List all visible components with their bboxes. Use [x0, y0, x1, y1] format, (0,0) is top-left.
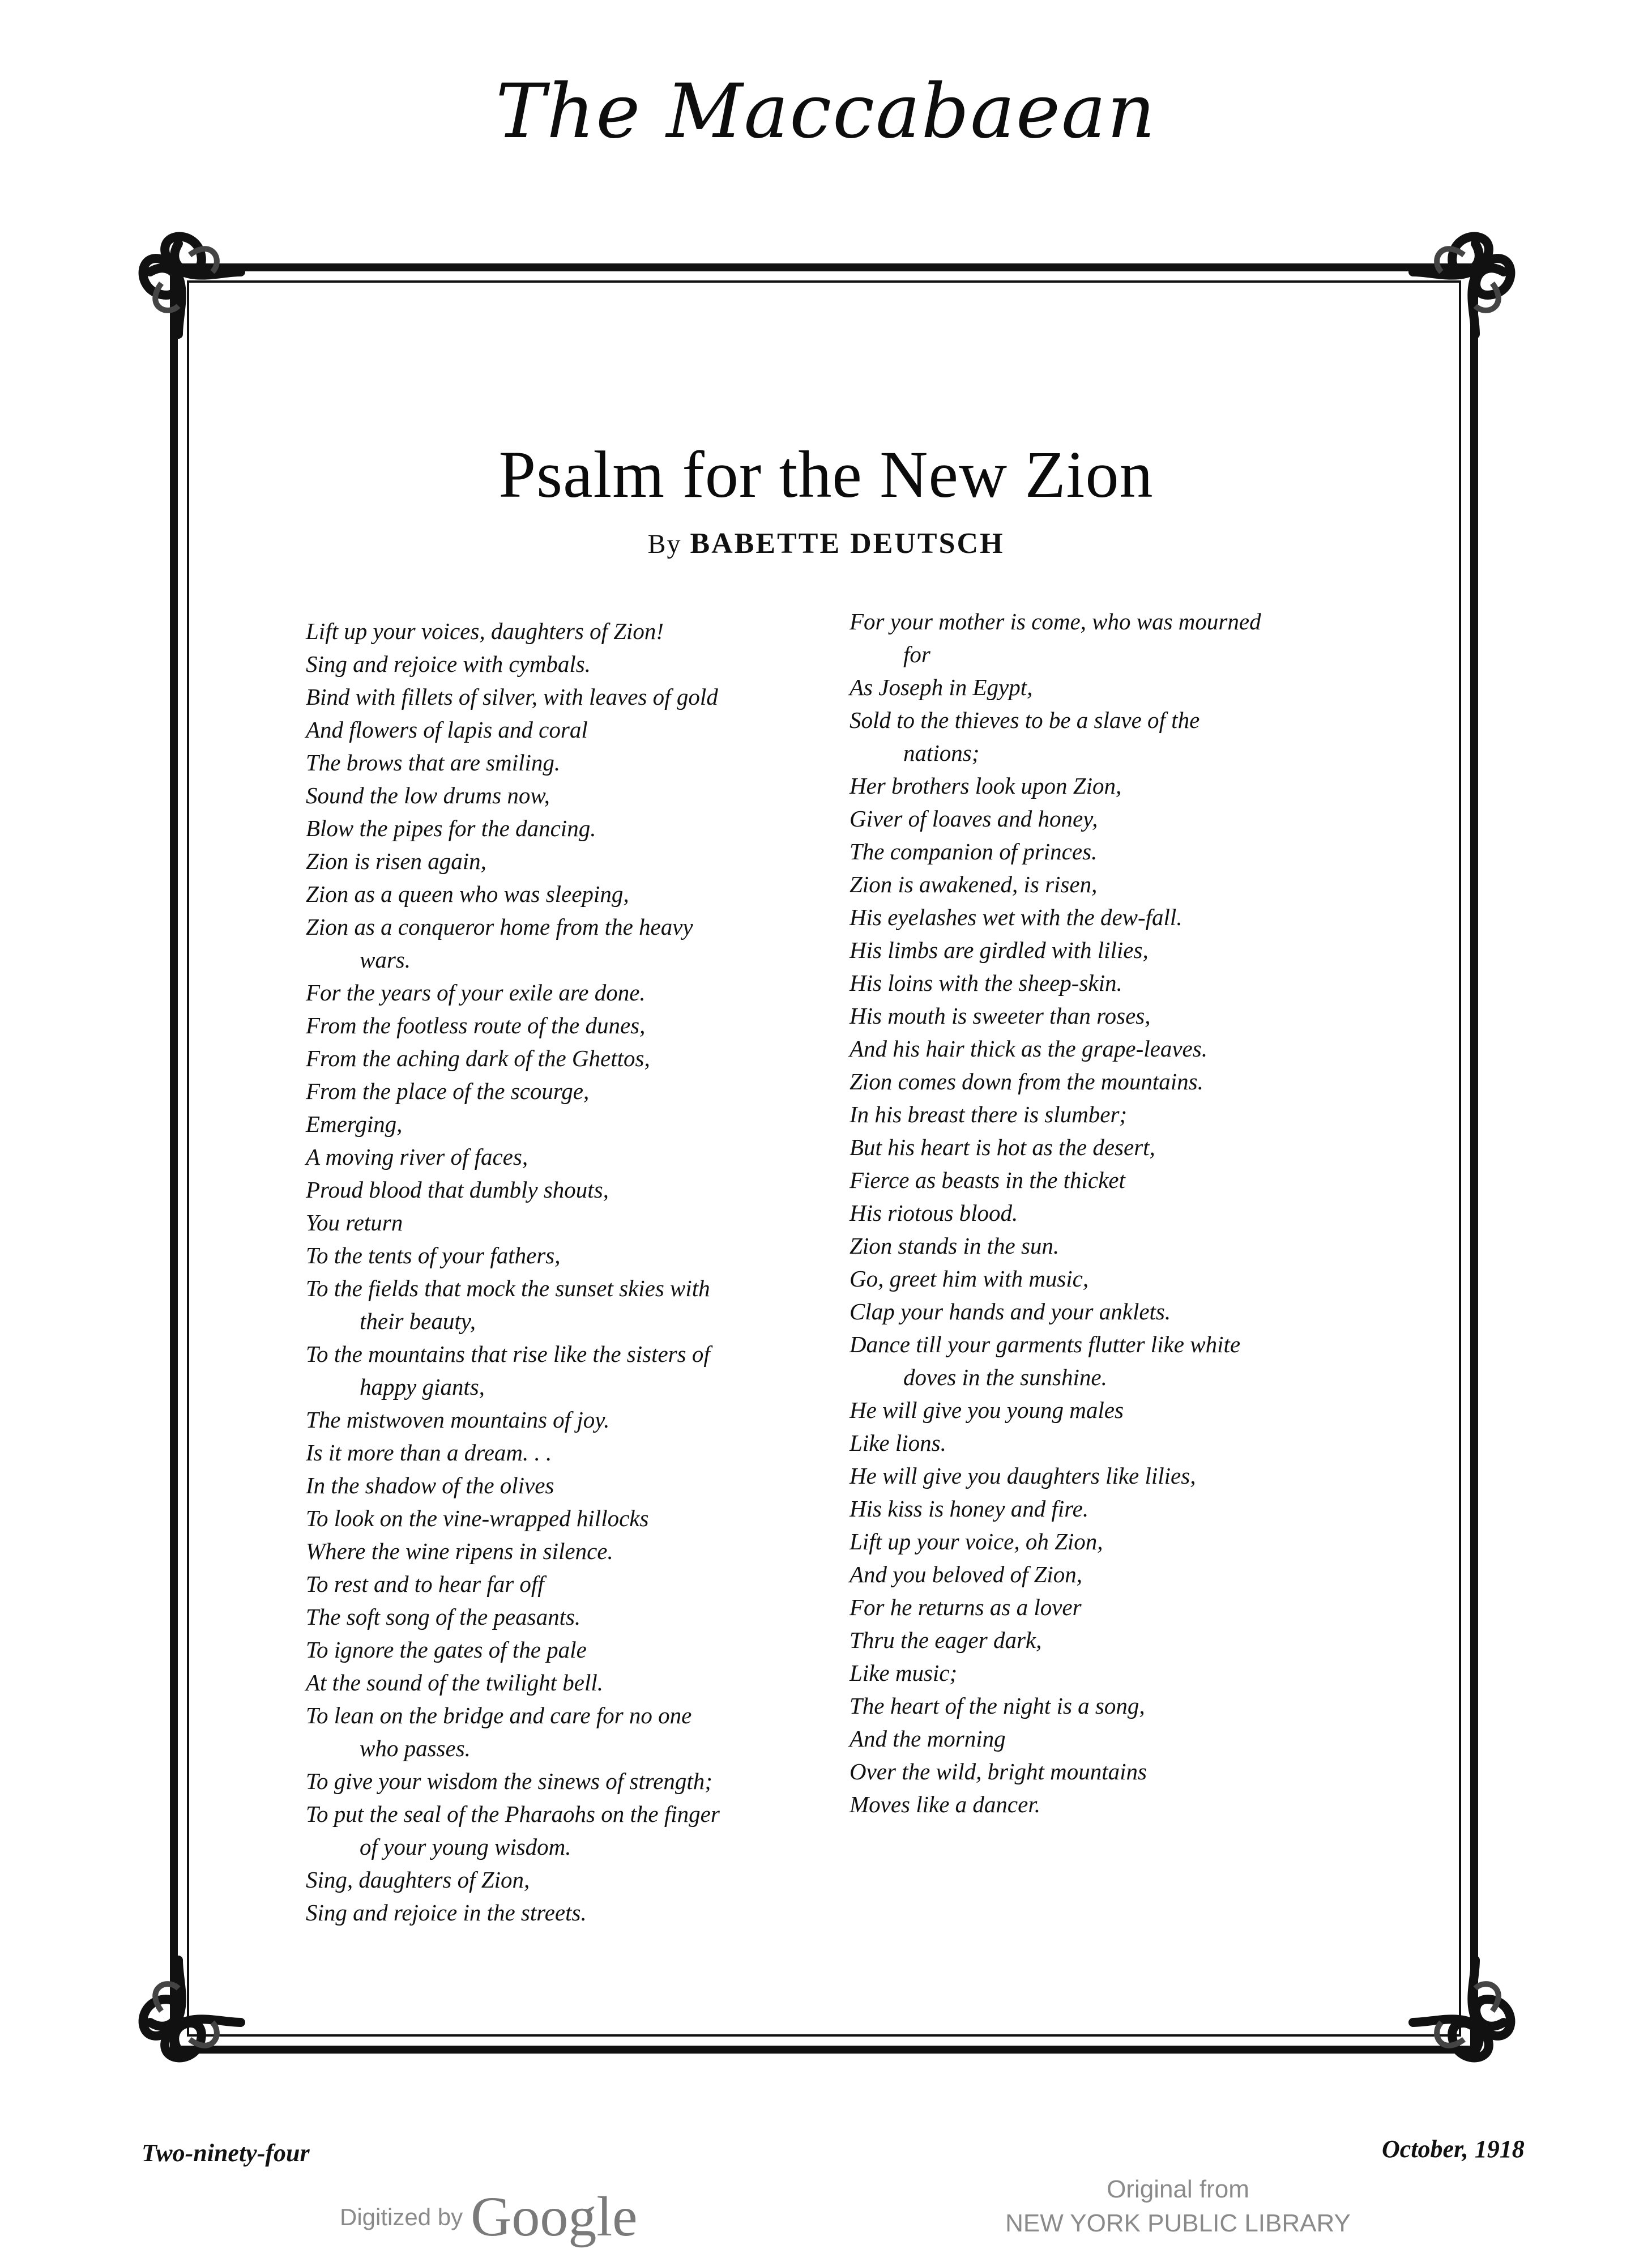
poem-line: A moving river of faces,: [306, 1144, 528, 1170]
poem-line: Moves like a dancer.: [850, 1791, 1040, 1817]
page-number: Two-ninety-four: [142, 2139, 310, 2167]
poem-line: Giver of loaves and honey,: [850, 806, 1098, 832]
poem-line: The heart of the night is a song,: [850, 1693, 1145, 1719]
byline: [0, 527, 1652, 560]
poem-line: To ignore the gates of the pale: [306, 1637, 587, 1663]
poem-line: Bind with fillets of silver, with leaves of gold: [306, 684, 718, 710]
poem-line: But his heart is hot as the desert,: [850, 1134, 1155, 1160]
poem-line: Where the wine ripens in silence.: [306, 1538, 613, 1564]
poem-line: Zion is risen again,: [306, 848, 486, 874]
poem-line: To the tents of your fathers,: [306, 1242, 561, 1268]
poem-line: Is it more than a dream. . .: [306, 1439, 552, 1466]
poem-line: Proud blood that dumbly shouts,: [306, 1177, 609, 1203]
poem-line: Over the wild, bright mountains: [850, 1758, 1147, 1784]
poem-line: for: [903, 641, 930, 667]
issue-date: October, 1918: [1382, 2135, 1525, 2163]
digitized-by-notice: [340, 2184, 638, 2249]
poem-line: To the fields that mock the sunset skies with: [306, 1275, 710, 1301]
poem-line: For the years of your exile are done.: [306, 979, 646, 1006]
poem-line: You return: [306, 1209, 403, 1236]
poem-column-left: [306, 615, 872, 1929]
poem-line: Sing, daughters of Zion,: [306, 1867, 530, 1893]
poem-line: Lift up your voice, oh Zion,: [850, 1528, 1103, 1554]
poem-line: And his hair thick as the grape-leaves.: [850, 1036, 1207, 1062]
poem-line: Zion as a conqueror home from the heavy: [306, 914, 693, 940]
original-source-notice: [980, 2173, 1376, 2241]
masthead: The Maccabaean: [496, 68, 1156, 155]
poem-line: happy giants,: [360, 1374, 485, 1400]
poem-line: To lean on the bridge and care for no one: [306, 1702, 692, 1728]
poem-column-right: [850, 605, 1416, 1821]
poem-line: His loins with the sheep-skin.: [850, 970, 1122, 996]
corner-flourish-icon: [127, 1926, 275, 2073]
poem-line: Go, greet him with music,: [850, 1266, 1089, 1292]
poem-line: Fierce as beasts in the thicket: [850, 1167, 1125, 1193]
poem-line: nations;: [903, 740, 980, 766]
poem-line: Sound the low drums now,: [306, 782, 550, 808]
poem-line: And the morning: [850, 1726, 1006, 1752]
poem-line: who passes.: [360, 1735, 471, 1761]
poem-line: Her brothers look upon Zion,: [850, 773, 1122, 799]
original-from-label: Original from: [1107, 2175, 1249, 2203]
poem-line: Sing and rejoice in the streets.: [306, 1899, 587, 1926]
poem-line: And flowers of lapis and coral: [306, 717, 588, 743]
poem-line: Zion as a queen who was sleeping,: [306, 881, 629, 907]
poem-line: The soft song of the peasants.: [306, 1604, 581, 1630]
poem-line: To give your wisdom the sinews of strength;: [306, 1768, 712, 1794]
poem-line: The companion of princes.: [850, 838, 1098, 864]
poem-line: doves in the sunshine.: [903, 1364, 1107, 1390]
poem-line: Blow the pipes for the dancing.: [306, 815, 596, 841]
poem-line: For he returns as a lover: [850, 1594, 1082, 1620]
byline-prefix: By: [647, 529, 682, 559]
poem-line: And you beloved of Zion,: [850, 1561, 1083, 1587]
poem-line: From the aching dark of the Ghettos,: [306, 1045, 650, 1071]
poem-line: Dance till your garments flutter like white: [850, 1331, 1241, 1357]
poem-line: Sing and rejoice with cymbals.: [306, 651, 591, 677]
poem-line: His limbs are girdled with lilies,: [850, 937, 1149, 963]
poem-line: His eyelashes wet with the dew-fall.: [850, 904, 1183, 930]
corner-flourish-icon: [127, 221, 275, 368]
poem-line: From the footless route of the dunes,: [306, 1012, 646, 1038]
poem-line: As Joseph in Egypt,: [850, 674, 1033, 700]
poem-line: The mistwoven mountains of joy.: [306, 1407, 610, 1433]
poem-line: Lift up your voices, daughters of Zion!: [306, 618, 664, 644]
poem-line: their beauty,: [360, 1308, 476, 1334]
poem-title: Psalm for the New Zion: [498, 437, 1154, 512]
poem-line: Emerging,: [306, 1111, 403, 1137]
digitized-label: Digitized by: [340, 2204, 463, 2230]
poem-line: To put the seal of the Pharaohs on the finger: [306, 1801, 720, 1827]
poem-line: To rest and to hear far off: [306, 1571, 544, 1597]
poem-line: His mouth is sweeter than roses,: [850, 1003, 1151, 1029]
poem-line: wars.: [360, 947, 411, 973]
corner-flourish-icon: [1379, 221, 1526, 368]
corner-flourish-icon: [1379, 1926, 1526, 2073]
poem-line: He will give you young males: [850, 1397, 1124, 1423]
poem-line: From the place of the scourge,: [306, 1078, 590, 1104]
poem-line: He will give you daughters like lilies,: [850, 1463, 1196, 1489]
poem-line: His riotous blood.: [850, 1200, 1018, 1226]
poem-line: Clap your hands and your anklets.: [850, 1298, 1171, 1324]
library-name: NEW YORK PUBLIC LIBRARY: [1005, 2209, 1351, 2237]
poem-line: Zion is awakened, is risen,: [850, 871, 1098, 897]
author-name: BABETTE DEUTSCH: [690, 527, 1005, 560]
poem-line: In the shadow of the olives: [306, 1472, 554, 1498]
poem-line: Zion comes down from the mountains.: [850, 1068, 1203, 1094]
poem-line: Sold to the thieves to be a slave of the: [850, 707, 1200, 733]
poem-line: Thru the eager dark,: [850, 1627, 1042, 1653]
poem-line: In his breast there is slumber;: [850, 1101, 1128, 1127]
poem-line: Like music;: [850, 1660, 958, 1686]
poem-line: For your mother is come, who was mourned: [850, 608, 1261, 634]
poem-line: The brows that are smiling.: [306, 749, 561, 776]
poem-line: To look on the vine-wrapped hillocks: [306, 1505, 649, 1531]
poem-line: His kiss is honey and fire.: [850, 1496, 1089, 1522]
google-logo: Google: [471, 2185, 638, 2248]
poem-line: At the sound of the twilight bell.: [306, 1669, 603, 1696]
poem-line: Zion stands in the sun.: [850, 1233, 1060, 1259]
poem-line: Like lions.: [850, 1430, 946, 1456]
poem-line: To the mountains that rise like the sisters of: [306, 1341, 710, 1367]
poem-line: of your young wisdom.: [360, 1834, 571, 1860]
